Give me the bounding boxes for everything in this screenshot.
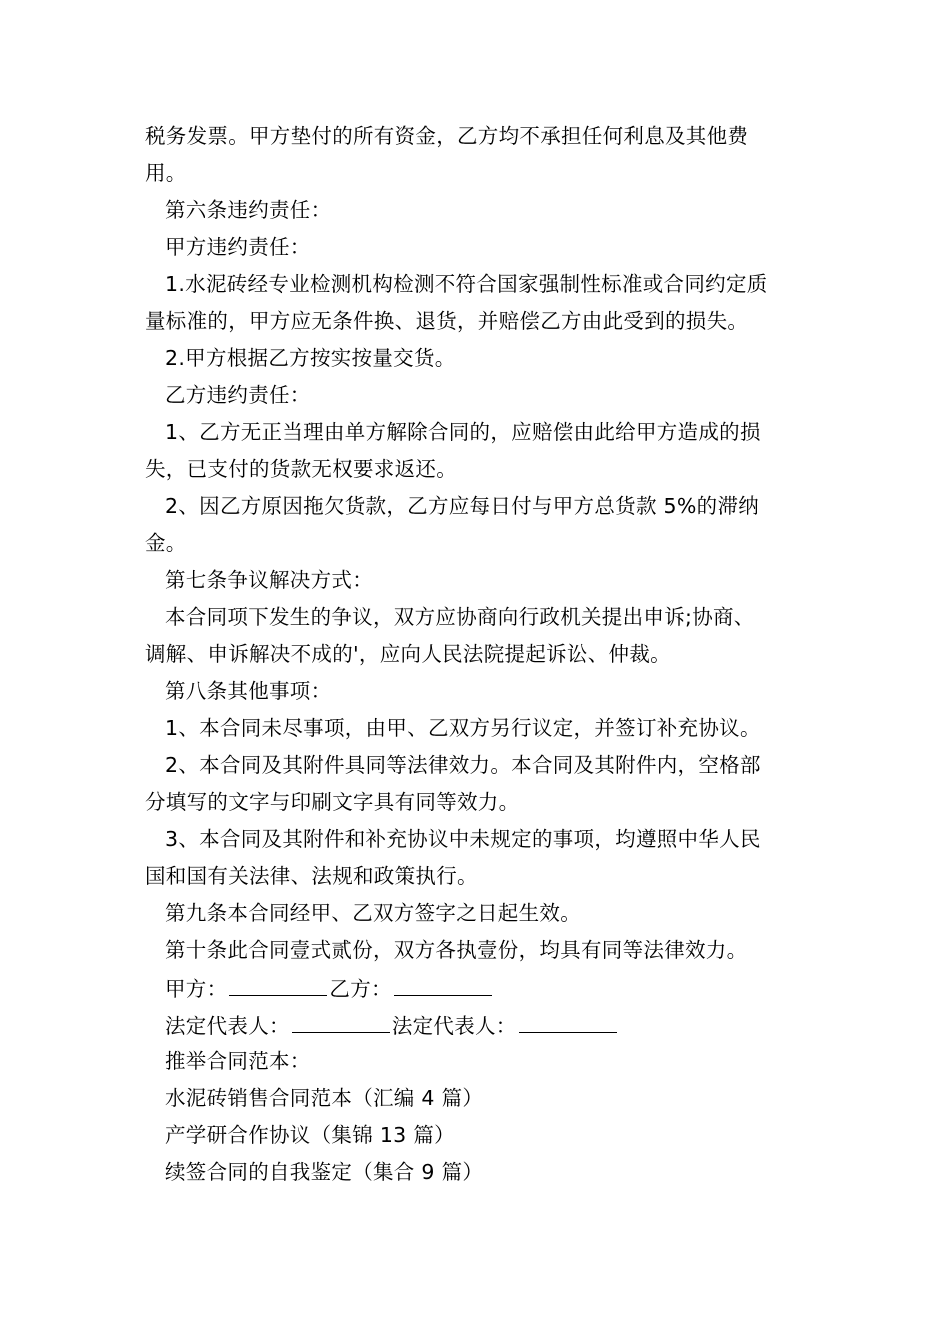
recommend-link[interactable]: 水泥砖销售合同范本（汇编 4 篇） bbox=[165, 1086, 484, 1110]
text-line: 2、因乙方原因拖欠货款，乙方应每日付与甲方总货款 5%的滞纳 bbox=[165, 494, 760, 518]
rep-a-label: 法定代表人： bbox=[165, 1014, 290, 1038]
text-line: 1、乙方无正当理由单方解除合同的，应赔偿由此给甲方造成的损 bbox=[165, 420, 761, 444]
text-line: 金。 bbox=[145, 531, 187, 555]
party-b-label: 乙方： bbox=[329, 977, 392, 1001]
party-b-blank bbox=[394, 969, 492, 996]
recommend-link[interactable]: 产学研合作协议（集锦 13 篇） bbox=[165, 1123, 455, 1147]
text-line: 税务发票。甲方垫付的所有资金，乙方均不承担任何利息及其他费 bbox=[145, 124, 749, 148]
document-body bbox=[145, 118, 815, 1191]
recommend-link[interactable]: 续签合同的自我鉴定（集合 9 篇） bbox=[165, 1160, 484, 1184]
text-line: 1、本合同未尽事项，由甲、乙双方另行议定，并签订补充协议。 bbox=[165, 716, 761, 740]
text-line: 第八条其他事项： bbox=[165, 679, 332, 703]
rep-b-label: 法定代表人： bbox=[391, 1014, 517, 1038]
text-line: 国和国有关法律、法规和政策执行。 bbox=[145, 864, 478, 888]
text-line: 分填写的文字与印刷文字具有同等效力。 bbox=[145, 790, 520, 814]
text-line: 第七条争议解决方式： bbox=[165, 568, 373, 592]
signature-line-parties bbox=[145, 969, 815, 1006]
text-line: 第六条违约责任： bbox=[165, 198, 332, 222]
text-line: 2.甲方根据乙方按实按量交货。 bbox=[165, 346, 456, 370]
text-line: 第十条此合同壹式贰份，双方各执壹份，均具有同等法律效力。 bbox=[165, 938, 748, 962]
text-line: 3、本合同及其附件和补充协议中未规定的事项，均遵照中华人民 bbox=[165, 827, 761, 851]
text-line: 1.水泥砖经专业检测机构检测不符合国家强制性标准或合同约定质 bbox=[165, 272, 768, 296]
text-line: 量标准的，甲方应无条件换、退货，并赔偿乙方由此受到的损失。 bbox=[145, 309, 749, 333]
recommend-heading: 推举合同范本： bbox=[165, 1049, 311, 1073]
text-line: 用。 bbox=[145, 161, 187, 185]
text-line: 本合同项下发生的争议，双方应协商向行政机关提出申诉;协商、 bbox=[165, 605, 755, 629]
rep-a-blank bbox=[292, 1006, 390, 1033]
text-line: 调解、申诉解决不成的'，应向人民法院提起诉讼、仲裁。 bbox=[145, 642, 671, 666]
party-a-blank bbox=[229, 969, 327, 996]
text-line: 乙方违约责任： bbox=[165, 383, 311, 407]
text-line: 第九条本合同经甲、乙双方签字之日起生效。 bbox=[165, 901, 581, 925]
text-line: 2、本合同及其附件具同等法律效力。本合同及其附件内，空格部 bbox=[165, 753, 761, 777]
text-line: 甲方违约责任： bbox=[165, 235, 311, 259]
text-line: 失，已支付的货款无权要求返还。 bbox=[145, 457, 457, 481]
contract-text bbox=[145, 118, 815, 969]
rep-b-blank bbox=[519, 1006, 617, 1033]
signature-line-representatives bbox=[145, 1006, 815, 1043]
party-a-label: 甲方： bbox=[165, 977, 228, 1001]
